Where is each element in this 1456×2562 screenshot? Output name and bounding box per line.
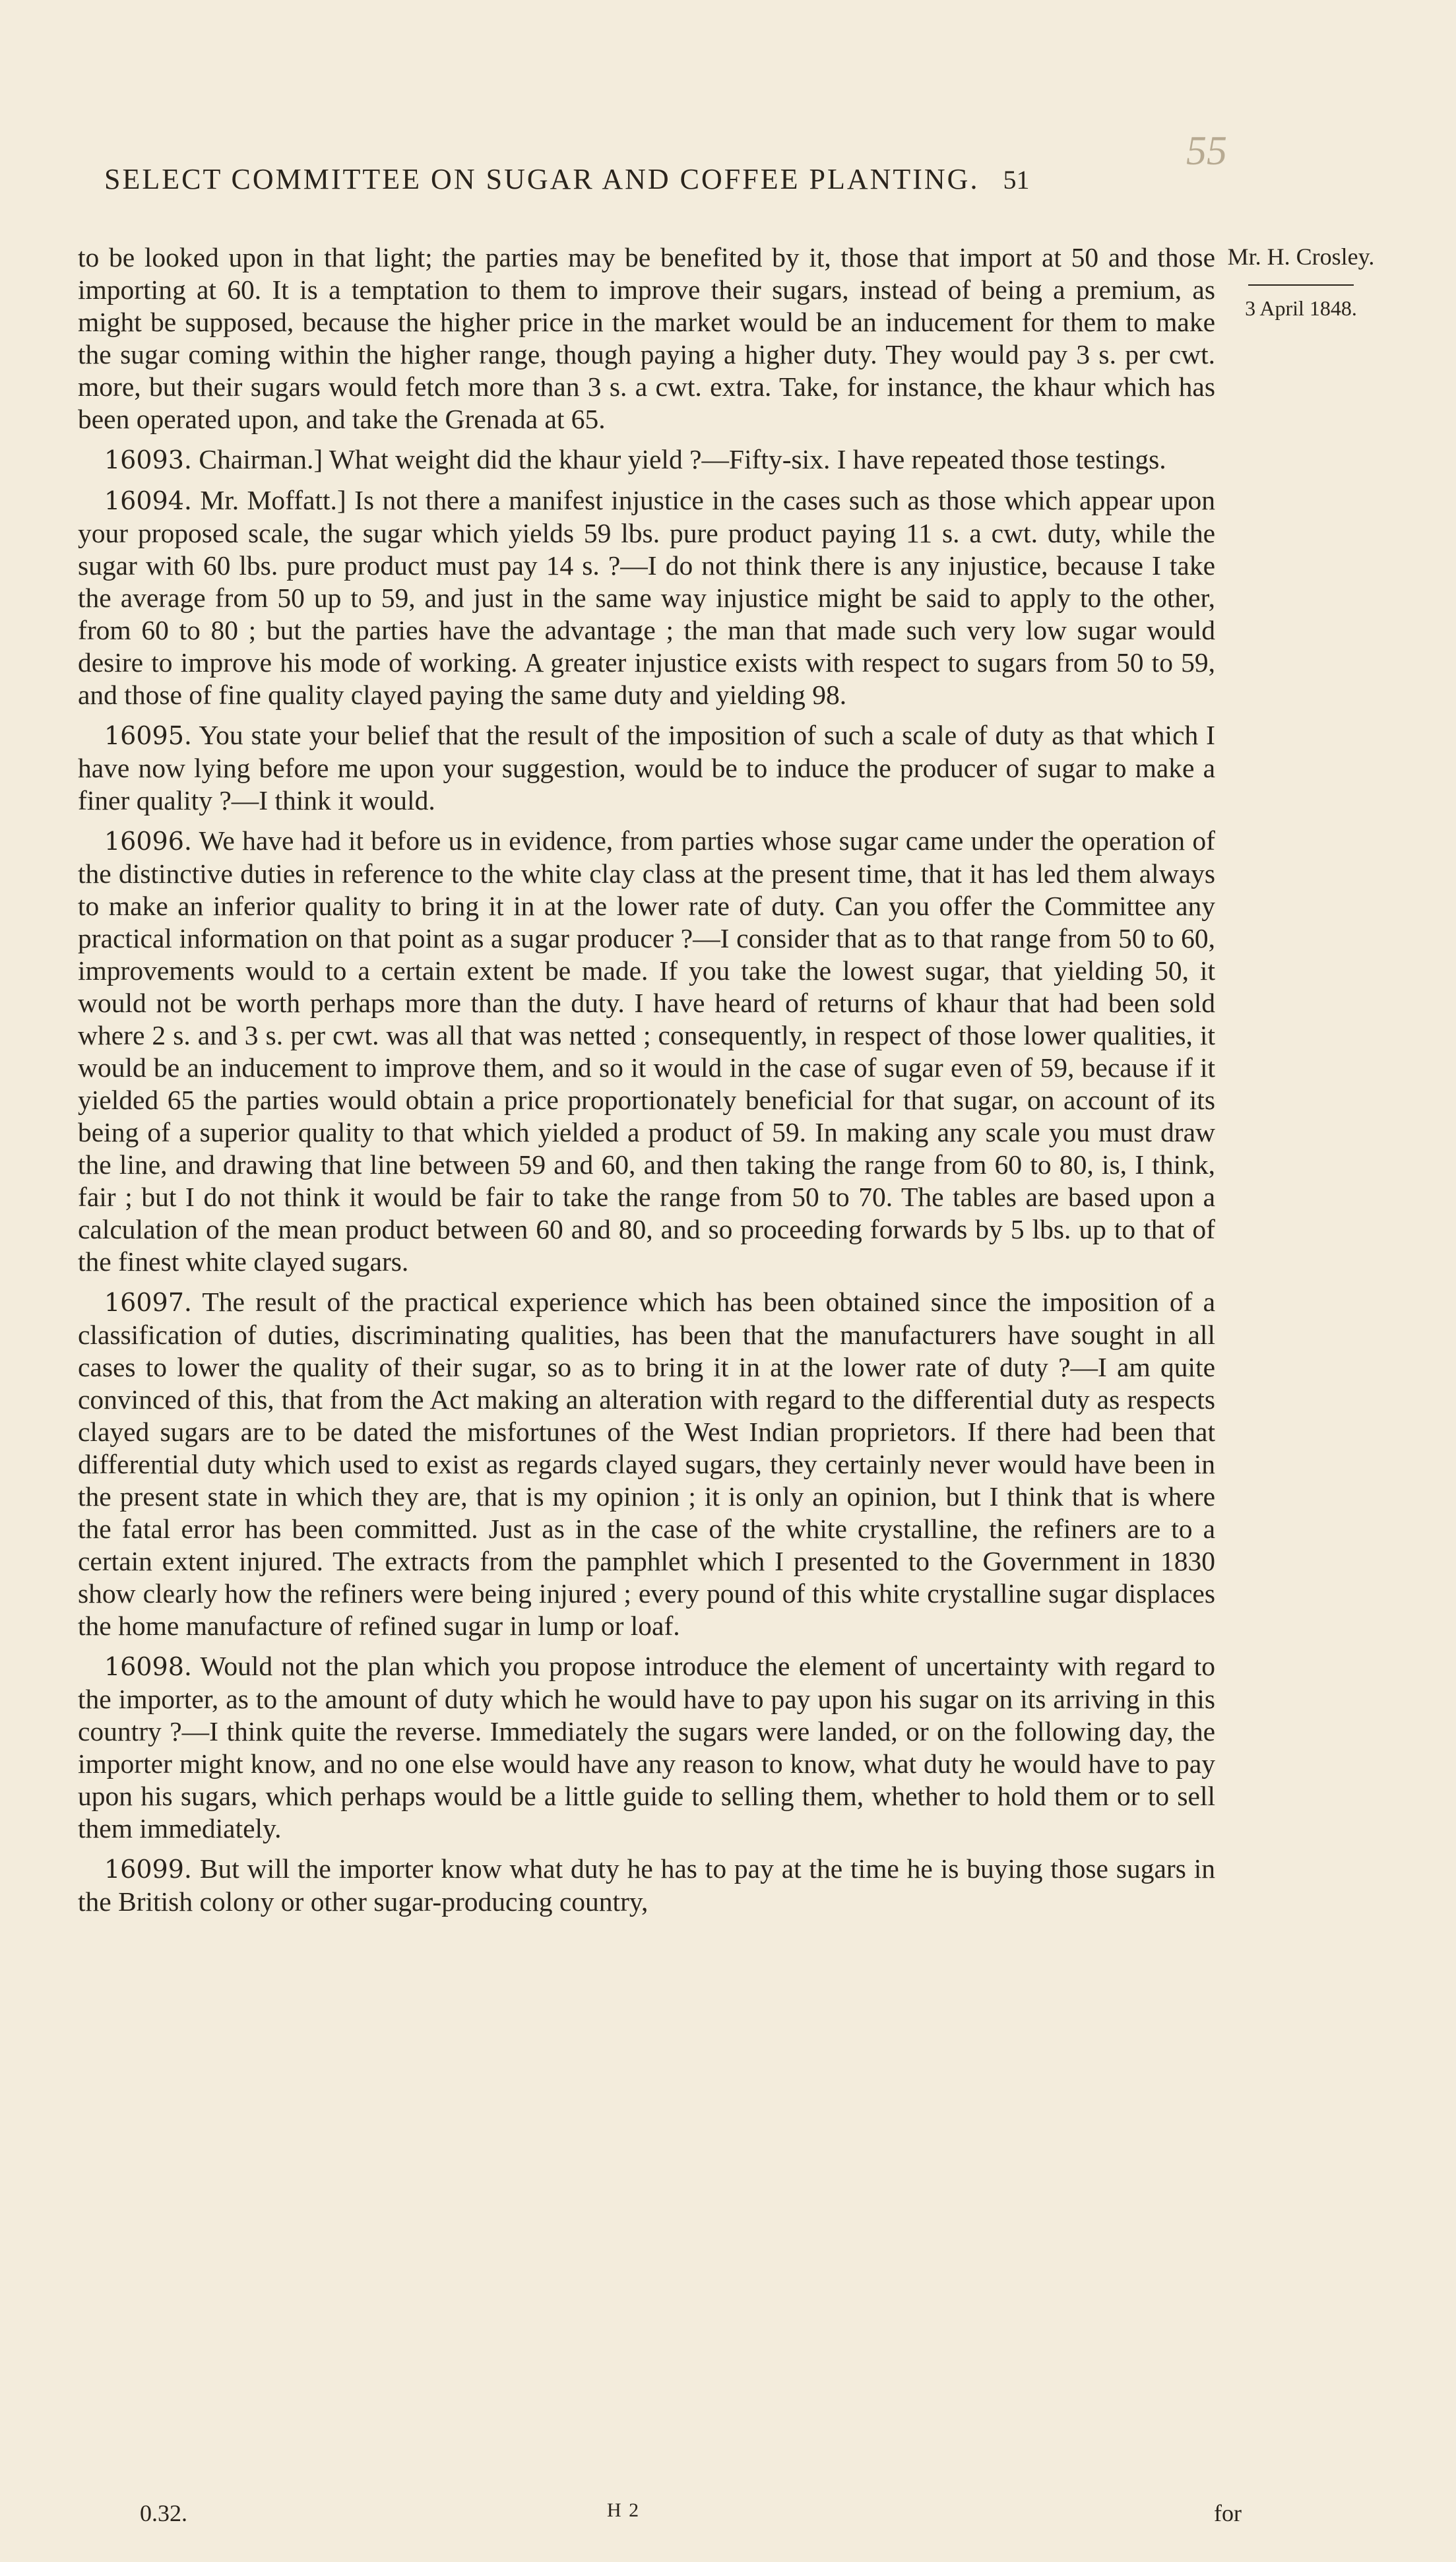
footer-sheet-mark: 0.32. <box>140 2500 187 2526</box>
header-title: SELECT COMMITTEE ON SUGAR AND COFFEE PLANTING. <box>104 163 980 195</box>
paragraph: 16096. We have had it before us in evidence, from parties whose sugar came under the operation of the distinctive duties in reference to the white clay class at the present time, that it has led them always to make an inferior quality to bring it in at the lower rate of duty. Can you offer the Committee any practical information on that point as a sugar producer ?—I consider that as to that range from 50 to 60, improvements would to a certain extent be made. If you take the lowest sugar, that yielding 50, it would not be worth perhaps more than the duty. I have heard of returns of khaur that had been sold where 2 s. and 3 s. per cwt. was all that was netted ; consequently, in respect of those lower qualities, it would be an inducement to improve them, and so it would in the case of sugar even of 59, because if it yielded 65 the parties would obtain a price proportionately beneficial for that sugar, on account of its being of a superior quality to that which yielded a product of 59. In making any scale you must draw the line, and drawing that line between 59 and 60, and then taking the range from 60 to 80, is, I think, fair ; but I do not think it would be fair to take the range from 50 to 70. The tables are based upon a calculation of the mean product between 60 and 80, and so proceeding forwards by 5 lbs. up to that of the finest white clayed sugars. <box>78 825 1215 1277</box>
paragraph: 16097. The result of the practical experience which has been obtained since the imposition of a classification of duties, discriminating qualities, has been that the manufacturers have sought in all cases to lower the quality of their sugar, so as to bring it in at the lower rate of duty ?—I am quite convinced of this, that from the Act making an alteration with regard to the differential duty as respects clayed sugars are to be dated the misfortunes of the West Indian proprietors. If there had been that differential duty which used to exist as regards clayed sugars, they certainly never would have been in the present state in which they are, that is my opinion ; it is only an opinion, but I think that is where the fatal error has been committed. Just as in the case of the white crystalline, the refiners are to a certain extent injured. The extracts from the pamphlet which I presented to the Government in 1830 show clearly how the refiners were being injured ; every pound of this white crystalline sugar displaces the home manufacture of refined sugar in lump or loaf. <box>78 1287 1215 1641</box>
question-number: 16093. <box>104 445 192 474</box>
running-header <box>104 162 1226 196</box>
body-text <box>78 241 1215 1926</box>
paragraph: 16099. But will the importer know what duty he has to pay at the time he is buying those sugars in the British colony or other sugar-producing country, <box>78 1853 1216 1917</box>
footer-signature: H 2 <box>607 2499 641 2521</box>
question-number: 16096. <box>104 827 192 856</box>
paragraph: 16098. Would not the plan which you propose introduce the element of uncertainty with regard to the importer, as to the amount of duty which he would have to pay upon his sugar on its arriving in this country ?—I think quite the reverse. Immediately the sugars were landed, or on the following day, the importer might know, and no one else would have any reason to know, what duty he would have to pay upon his sugars, which perhaps would be a little guide to selling them, whether to hold them or to sell them immediately. <box>78 1651 1215 1843</box>
paragraph: to be looked upon in that light; the parties may be benefited by it, those that import at 50 and those importing at 60. It is a temptation to them to improve their sugars, instead of being a premium, as might be supposed, because the higher price in the market would be an inducement for them to make the sugar coming within the higher range, though paying a higher duty. They would pay 3 s. per cwt. more, but their sugars would fetch more than 3 s. a cwt. extra. Take, for instance, the khaur which has been operated upon, and take the Grenada at 65. <box>78 242 1215 434</box>
question-number: 16094. <box>104 486 192 515</box>
sitting-date: 3 April 1848. <box>1245 296 1357 320</box>
paragraph: 16095. You state your belief that the result of the imposition of such a scale of duty as that which I have now lying before me upon your suggestion, would be to induce the producer of sugar to make a finer quality ?—I think it would. <box>78 720 1215 816</box>
footer-catchword: for <box>1214 2500 1242 2526</box>
margin-rule <box>1248 284 1354 286</box>
margin-note <box>1202 241 1400 322</box>
question-number: 16099. <box>104 1855 192 1884</box>
paragraph: 16093. Chairman.] What weight did the khaur yield ?—Fifty-six. I have repeated those testings. <box>104 444 1166 474</box>
question-number: 16097. <box>104 1288 192 1317</box>
question-number: 16098. <box>104 1652 192 1681</box>
question-number: 16095. <box>104 721 192 750</box>
page-number: 51 <box>1003 165 1030 195</box>
paragraph: 16094. Mr. Moffatt.] Is not there a manifest injustice in the cases such as those which appear upon your proposed scale, the sugar which yields 59 lbs. pure product paying 11 s. a cwt. duty, while the sugar with 60 lbs. pure product must pay 14 s. ?—I do not think there is any injustice, because I take the average from 50 up to 59, and just in the same way injustice might be said to apply to the other, from 60 to 80 ; but the parties have the advantage ; the man that made such very low sugar would desire to improve his mode of working. A greater injustice exists with respect to sugars from 50 to 59, and those of fine quality clayed paying the same duty and yielding 98. <box>78 485 1215 710</box>
folio-stamp: 55 <box>1186 129 1227 174</box>
witness-name: Mr. H. Crosley. <box>1227 243 1375 270</box>
